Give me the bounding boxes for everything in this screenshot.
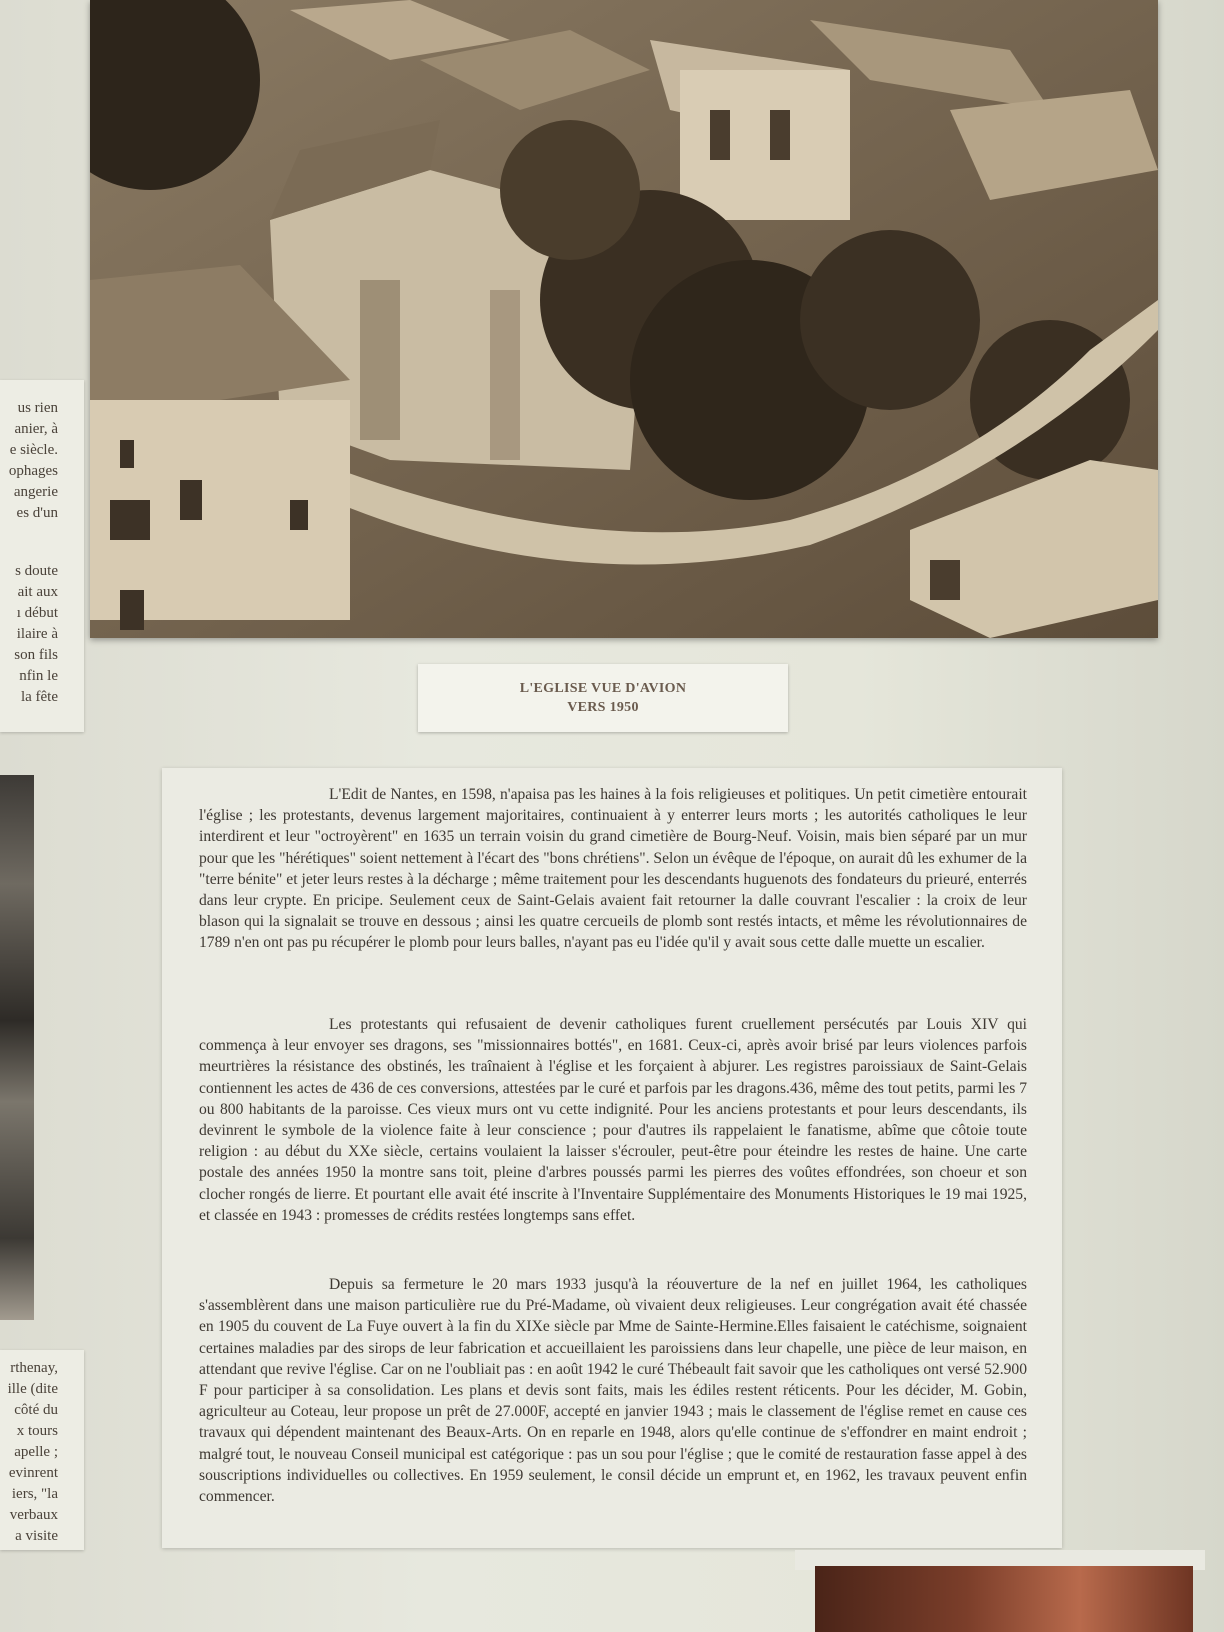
fragment-line: e siècle. — [9, 442, 58, 458]
left-text-card-bottom — [0, 1350, 84, 1550]
aerial-photo-illustration — [90, 0, 1158, 638]
article-panel — [162, 768, 1062, 1548]
fragment-line: iers, "la — [11, 1486, 58, 1502]
fragment-line: angerie — [13, 484, 58, 500]
left-fragment-group-3 — [8, 1358, 58, 1547]
fragment-line: la fête — [20, 689, 58, 705]
fragment-line: s doute — [15, 563, 58, 579]
fragment-line: ı début — [16, 605, 58, 621]
caption-line-2: VERS 1950 — [567, 700, 639, 715]
article-paragraph-3: Depuis sa fermeture le 20 mars 1933 jusqu'à la réouverture de la nef en juillet 1964, les catholiques s'assemblèrent dans une maison particulière rue du Pré-Madame, où vivaient deux religieuses. Leur congrégation avait été chassée en 1905 du couvent de La Fuye ouvert à la fin du XIXe siècle par Mme de Sainte-Hermine.Elles faisaient le catéchisme, soignaient certaines maladies par des sirops de leur fabrication et accueillaient les paroissiens dans leur chapelle, une pièce de leur maison, en attendant que revive l'église. Car on ne l'oubliait pas : en août 1942 le curé Thébeault fait savoir que les catholiques ont versé 52.900 F pour participer à sa consolidation. Les plans et devis sont faits, mais les édiles restent réticents. Pour les décider, M. Gobin, agriculteur au Coteau, leur propose un prêt de 27.000F, accepté en janvier 1943 ; mais le classement de l'église remet en cause ces travaux qui dépendent maintenant des Beaux-Arts. On en reparle en 1948, alors qu'elle continue de s'effondrer en maint endroit ; malgré tout, le nouveau Conseil municipal est catégorique : pas un sou pour l'église ; que le comité de restauration fasse appel à des souscriptions individuelles ou collectives. En 1959 seulement, le consil décide un emprunt et, en 1962, les travaux peuvent enfin commencer. — [199, 1276, 1027, 1506]
caption-line-1: L'EGLISE VUE D'AVION — [519, 681, 687, 696]
fragment-line: ille (dite — [7, 1381, 58, 1397]
fragment-line: es d'un — [16, 505, 58, 521]
bottom-cropped-photo — [815, 1566, 1193, 1632]
article-paragraph-2: Les protestants qui refusaient de devenir catholiques furent cruellement persécutés par Louis XIV qui commença à leur envoyer ses dragons, ses "missionnaires bottés", en 1681. Ceux-ci, après avoir brisé par leurs violences parfois meurtrières la résistance des obstinés, les traînaient à l'église et les forçaient à abjurer. Les registres paroissiaux de Saint-Gelais contiennent les actes de 436 de ces conversions, attestées par le curé et parfois par les dragons.436, même des tout petits, parmi les 7 ou 800 habitants de la paroisse. Ces vieux murs ont vu cette indignité. Pour les anciens protestants et pour leurs descendants, ils devinrent le symbole de la violence faite à leur conscience ; pour d'autres ils rappelaient le fanatisme, abîme que côtoie toute religion : au début du XXe siècle, certains voulaient la laisser s'écrouler, peut-être pour éteindre les restes de haine. Une carte postale des années 1950 la montre sans toit, pleine d'arbres poussés parmi les pierres des voûtes effondrées, son choeur et son clocher rongés de lierre. Et pourtant elle avait été inscrite à l'Inventaire Supplémentaire des Monuments Historiques le 19 mai 1925, et classée en 1943 : promesses de crédits restées longtemps sans effet. — [199, 1016, 1027, 1224]
fragment-line: apelle ; — [14, 1444, 58, 1460]
left-fragment-group-1 — [9, 398, 58, 524]
fragment-line: son fils — [14, 647, 58, 663]
left-fragment-group-2 — [14, 561, 58, 708]
fragment-line: us rien — [17, 400, 58, 416]
fragment-line: côté du — [14, 1402, 58, 1418]
article-paragraph-1: L'Edit de Nantes, en 1598, n'apaisa pas les haines à la fois religieuses et politiques. Un petit cimetière entourait l'église ; les protestants, devenus largement majoritaires, continuaient à y enterrer leurs morts ; les autorités catholiques le leur interdirent et leur "octroyèrent" en 1635 un terrain voisin du grand cimetière de Bourg-Neuf. Voisin, mais bien séparé par un mur pour que les "hérétiques" soient nettement à l'écart des "bons chrétiens". Selon un évêque de l'époque, on aurait dû les exhumer de la "terre bénite" et jeter leurs restes à la décharge ; même traitement pour les descendants huguenots des fondateurs du prieuré, enterrés dans leur crypte. En pricipe. Seulement ceux de Saint-Gelais avaient fait retourner la dalle couvrant l'escalier : la croix de leur blason qui la signalait se trouve en dessous ; ainsi les quatre cercueils de plomb sont restés intacts, et même les révolutionnaires de 1789 n'en ont pas pu récupérer le plomb pour leurs balles, n'ayant pas eu l'idée qu'il y avait sous cette dalle muette un escalier. — [199, 786, 1027, 952]
fragment-line: ait aux — [17, 584, 58, 600]
fragment-line: ilaire à — [16, 626, 58, 642]
fragment-line: ophages — [8, 463, 58, 479]
fragment-line: rthenay, — [10, 1360, 58, 1376]
fragment-line: anier, à — [14, 421, 58, 437]
fragment-line: x tours — [16, 1423, 58, 1439]
fragment-line: a visite — [15, 1528, 58, 1544]
fragment-line: verbaux — [9, 1507, 58, 1523]
aerial-church-photo — [90, 0, 1158, 638]
photo-caption — [418, 664, 788, 732]
fragment-line: nfin le — [19, 668, 58, 684]
left-text-card-top — [0, 380, 84, 732]
fragment-line: evinrent — [8, 1465, 58, 1481]
left-cropped-photo — [0, 775, 34, 1320]
